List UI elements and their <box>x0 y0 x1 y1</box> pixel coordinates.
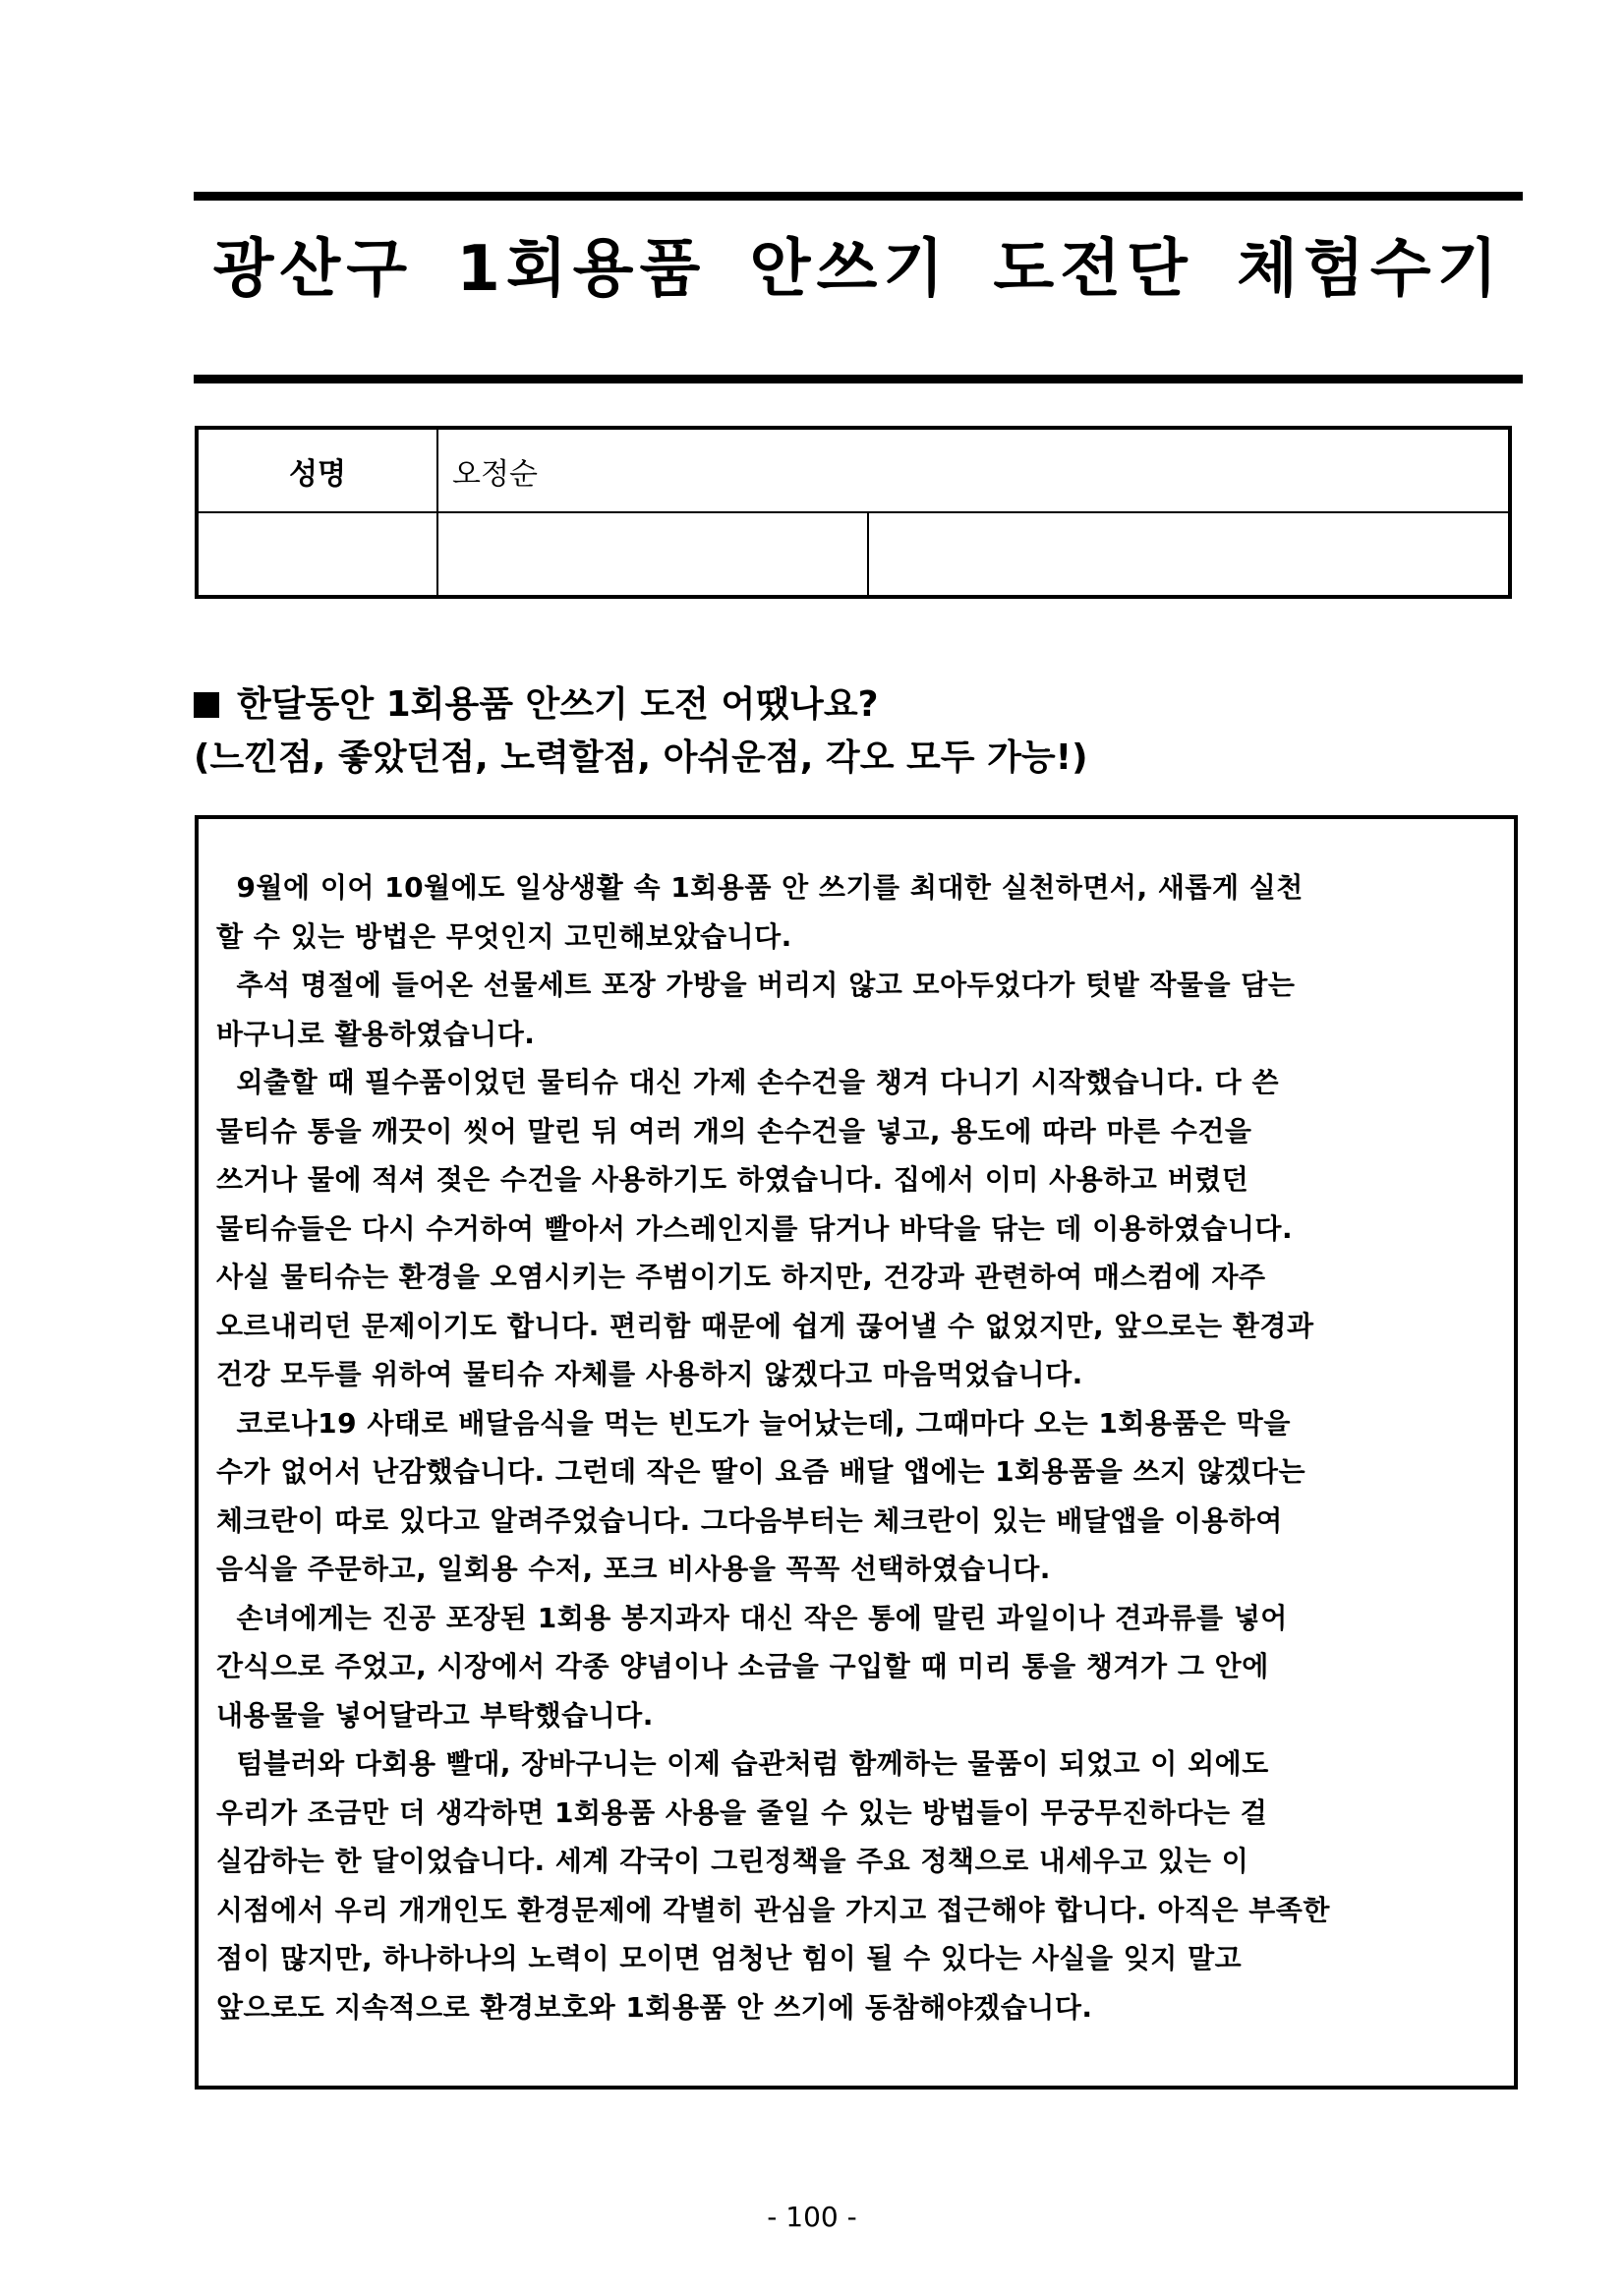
essay-line: 사실 물티슈는 환경을 오염시키는 주범이기도 하지만, 건강과 관련하여 매스컴에 자주 <box>216 1261 1266 1293</box>
essay-line: 시점에서 우리 개개인도 환경문제에 각별히 관심을 가지고 접근해야 합니다. 아직은 부족한 <box>216 1893 1330 1926</box>
info-row-name <box>197 428 1510 512</box>
essay-line: 내용물을 넣어달라고 부탁했습니다. <box>216 1698 654 1732</box>
name-label: 성명 <box>197 428 437 512</box>
title-top-rule <box>194 192 1523 201</box>
essay-line: 9월에 이어 10월에도 일상생활 속 1회용품 안 쓰기를 최대한 실천하면서, 새롭게 실천 <box>216 871 1304 904</box>
essay-line: 외출할 때 필수품이었던 물티슈 대신 가제 손수건을 챙겨 다니기 시작했습니다. 다 쓴 <box>216 1066 1279 1098</box>
info-table <box>195 426 1512 599</box>
section-question <box>194 678 1088 785</box>
essay-line: 손녀에게는 진공 포장된 1회용 봉지과자 대신 작은 통에 말린 과일이나 견과류를 넣어 <box>216 1601 1288 1634</box>
info-empty-cell <box>868 512 1510 597</box>
essay-line: 텀블러와 다회용 빨대, 장바구니는 이제 습관처럼 함께하는 물품이 되었고 이 외에도 <box>216 1747 1269 1780</box>
info-row-empty <box>197 512 1510 597</box>
essay-line: 앞으로도 지속적으로 환경보호와 1회용품 안 쓰기에 동참해야겠습니다. <box>216 1990 1093 2024</box>
essay-line: 실감하는 한 달이었습니다. 세계 각국이 그린정책을 주요 정책으로 내세우고 있는 이 <box>216 1845 1249 1877</box>
question-text: 한달동안 1회용품 안쓰기 도전 어땠나요? <box>237 684 879 725</box>
essay-line: 오르내리던 문제이기도 합니다. 편리함 때문에 쉽게 끊어낼 수 없었지만, 앞으로는 환경과 <box>216 1309 1314 1342</box>
essay-line: 바구니로 활용하였습니다. <box>216 1017 536 1050</box>
info-empty-cell <box>197 512 437 597</box>
essay-line: 물티슈들은 다시 수거하여 빨아서 가스레인지를 닦거나 바닥을 닦는 데 이용하였습니다. <box>216 1211 1294 1245</box>
essay-line: 건강 모두를 위하여 물티슈 자체를 사용하지 않겠다고 마음먹었습니다. <box>216 1358 1083 1390</box>
essay-line: 음식을 주문하고, 일회용 수저, 포크 비사용을 꼭꼭 선택하였습니다. <box>216 1553 1051 1585</box>
info-empty-cell <box>437 512 868 597</box>
essay-line: 추석 명절에 들어온 선물세트 포장 가방을 버리지 않고 모아두었다가 텃밭 작물을 담는 <box>216 969 1296 1001</box>
essay-line: 간식으로 주었고, 시장에서 각종 양념이나 소금을 구입할 때 미리 통을 챙겨가 그 안에 <box>216 1650 1269 1682</box>
question-line-1 <box>194 678 1088 732</box>
essay-box <box>195 815 1518 2090</box>
name-value: 오정순 <box>437 428 1510 512</box>
essay-line: 우리가 조금만 더 생각하면 1회용품 사용을 줄일 수 있는 방법들이 무궁무진하다는 걸 <box>216 1796 1268 1829</box>
essay-line: 쓰거나 물에 적셔 젖은 수건을 사용하기도 하였습니다. 집에서 이미 사용하고 버렸던 <box>216 1163 1249 1196</box>
title-bottom-rule <box>194 375 1523 383</box>
essay-body <box>216 863 1494 2031</box>
page-number: - 100 - <box>767 2201 857 2233</box>
document-title: 광산구 1회용품 안쓰기 도전단 체험수기 <box>212 233 1504 306</box>
essay-line: 수가 없어서 난감했습니다. 그런데 작은 딸이 요즘 배달 앱에는 1회용품을 쓰지 않겠다는 <box>216 1455 1306 1488</box>
essay-line: 물티슈 통을 깨끗이 씻어 말린 뒤 여러 개의 손수건을 넣고, 용도에 따라 마른 수건을 <box>216 1114 1252 1148</box>
question-line-2: (느낀점, 좋았던점, 노력할점, 아쉬운점, 각오 모두 가능!) <box>194 737 1088 778</box>
essay-line: 점이 많지만, 하나하나의 노력이 모이면 엄청난 힘이 될 수 있다는 사실을 잊지 말고 <box>216 1942 1243 1974</box>
essay-line: 코로나19 사태로 배달음식을 먹는 빈도가 늘어났는데, 그때마다 오는 1회용품은 막을 <box>216 1406 1291 1440</box>
square-bullet-icon <box>194 692 219 718</box>
essay-line: 할 수 있는 방법은 무엇인지 고민해보았습니다. <box>216 919 792 953</box>
essay-line: 체크란이 따로 있다고 알려주었습니다. 그다음부터는 체크란이 있는 배달앱을 이용하여 <box>216 1503 1283 1537</box>
